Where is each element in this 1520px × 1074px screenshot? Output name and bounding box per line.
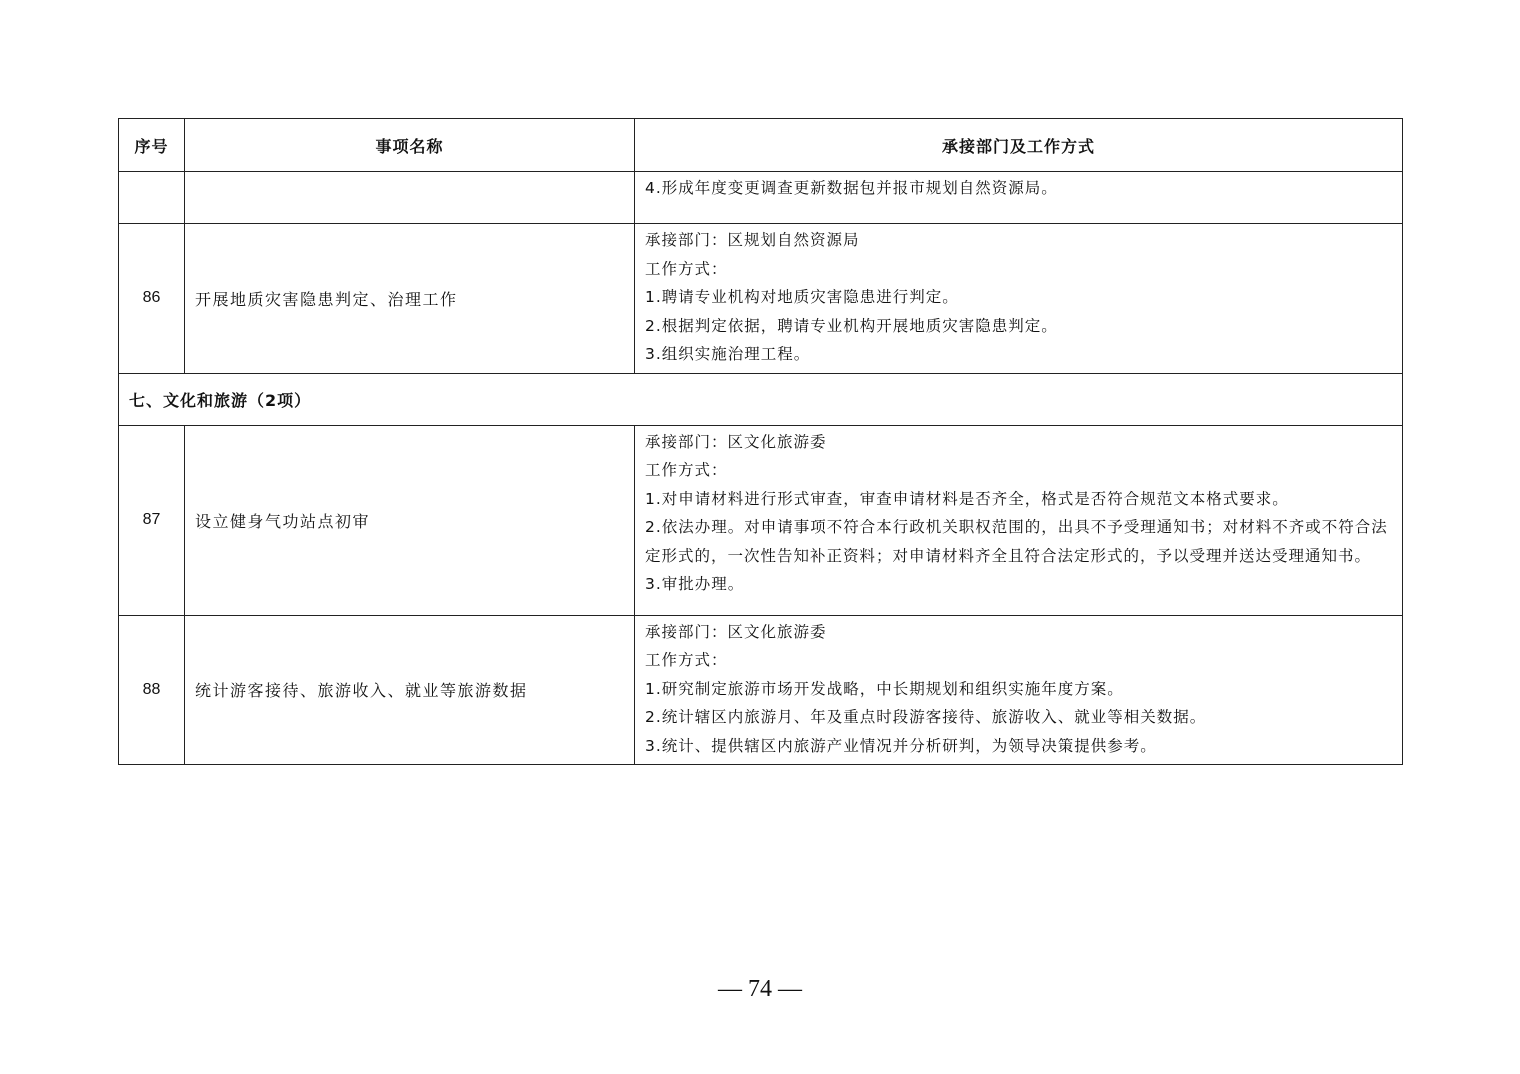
- method-heading-line: 工作方式：: [645, 651, 728, 669]
- work-method-line: 1.对申请材料进行形式审查，审查申请材料是否齐全，格式是否符合规范文本格式要求。: [645, 489, 1289, 508]
- work-method-line: 3.组织实施治理工程。: [645, 345, 811, 363]
- matter-name: [185, 172, 635, 224]
- work-method-cell: [635, 615, 1403, 765]
- work-method-line: 1.聘请专业机构对地质灾害隐患进行判定。: [645, 288, 959, 306]
- department-line: 承接部门：区规划自然资源局: [645, 231, 860, 249]
- row-number: 88: [119, 615, 185, 765]
- work-method-line: 3.审批办理。: [645, 575, 745, 593]
- row-number: 86: [119, 224, 185, 374]
- matter-name: 开展地质灾害隐患判定、治理工作: [185, 224, 635, 374]
- work-method-cell: [635, 425, 1403, 615]
- work-method-cell: [635, 172, 1403, 224]
- table-row-86: [119, 224, 1403, 374]
- work-method-line: 2.依法办理。对申请事项不符合本行政机关职权范围的，出具不予受理通知书；对材料不齐或不符合法定形式的，一次性告知补正资料；对申请材料齐全且符合法定形式的，予以受理并送达受理通知书。: [645, 518, 1388, 565]
- department-line: 承接部门：区文化旅游委: [645, 622, 827, 641]
- header-row: [119, 119, 1403, 172]
- work-method-line: 2.根据判定依据，聘请专业机构开展地质灾害隐患判定。: [645, 316, 1058, 335]
- method-heading-line: 工作方式：: [645, 259, 728, 278]
- table-row-88: [119, 615, 1403, 765]
- work-method-line: 4.形成年度变更调查更新数据包并报市规划自然资源局。: [645, 179, 1058, 197]
- department-line: 承接部门：区文化旅游委: [645, 432, 827, 451]
- section-row-culture-tourism: [119, 373, 1403, 425]
- row-number: 87: [119, 425, 185, 615]
- table-row-continuation: [119, 172, 1403, 224]
- method-heading-line: 工作方式：: [645, 461, 728, 479]
- work-method-cell: [635, 224, 1403, 374]
- matters-table: [118, 118, 1403, 765]
- page-number: — 74 —: [718, 976, 802, 1002]
- table-row-87: [119, 425, 1403, 615]
- section-title: 七、文化和旅游（2项）: [119, 373, 1403, 425]
- matter-name: 统计游客接待、旅游收入、就业等旅游数据: [185, 615, 635, 765]
- table-body: [119, 172, 1403, 765]
- work-method-line: 1.研究制定旅游市场开发战略，中长期规划和组织实施年度方案。: [645, 679, 1124, 698]
- work-method-line: 3.统计、提供辖区内旅游产业情况并分析研判，为领导决策提供参考。: [645, 736, 1157, 755]
- matter-name: 设立健身气功站点初审: [185, 425, 635, 615]
- table-header: [119, 119, 1403, 172]
- row-number: [119, 172, 185, 224]
- work-method-line: 2.统计辖区内旅游月、年及重点时段游客接待、旅游收入、就业等相关数据。: [645, 708, 1207, 726]
- header-department-and-method: 承接部门及工作方式: [635, 119, 1403, 172]
- header-matter-name: 事项名称: [185, 119, 635, 172]
- header-serial-number: 序号: [119, 119, 185, 172]
